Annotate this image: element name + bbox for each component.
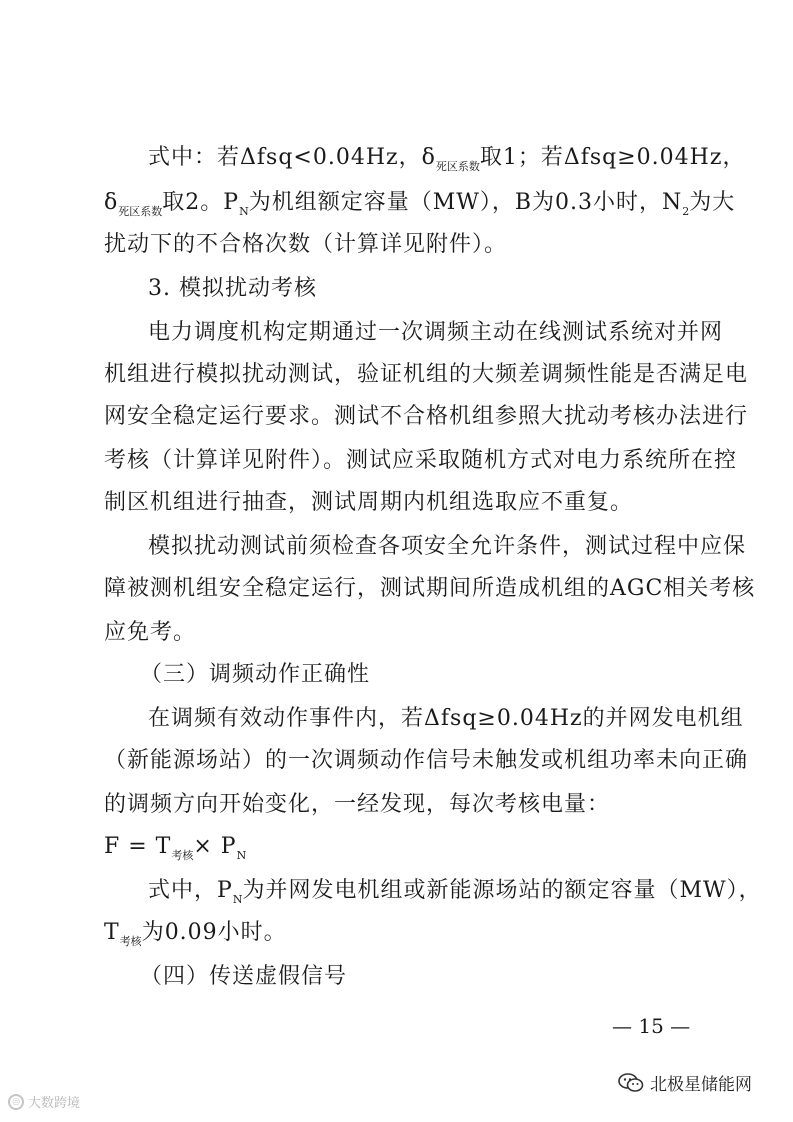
text-run: 为机组额定容量（MW），B为0.3小时，N (248, 190, 683, 215)
subscript: N (239, 205, 249, 218)
text-run: T (104, 920, 120, 945)
text-run: δ (104, 190, 119, 215)
subscript: 死区系数 (435, 160, 480, 173)
wechat-icon (618, 1073, 644, 1093)
text-line: 扰动下的不合格次数（计算详见附件）。 (104, 232, 508, 257)
text-run: 取1；若Δfsq≥0.04Hz， (479, 145, 746, 170)
watermark-text: 北极星储能网 (650, 1075, 752, 1095)
text-line: 模拟扰动测试前须检查各项安全允许条件，测试过程中应保 (148, 534, 747, 559)
text-run: 式中，P (148, 878, 233, 903)
text-line: 电力调度机构定期通过一次调频主动在线测试系统对并网 (148, 320, 724, 345)
text-line: 考核（计算详见附件）。测试应采取随机方式对电力系统所在控 (104, 448, 738, 473)
text-line: 制区机组进行抽查，测试周期内机组选取应不重复。 (104, 490, 634, 515)
page-number: — 15 — (612, 1014, 691, 1038)
text-line: （新能源场站）的一次调频动作信号未触发或机组功率未向正确 (104, 748, 749, 773)
text-run: 为并网发电机组或新能源场站的额定容量（MW）， (242, 878, 762, 903)
text-line: 的调频方向开始变化，一经发现，每次考核电量： (104, 792, 611, 817)
subscript: 2 (682, 205, 690, 218)
text-run: × P (193, 834, 237, 859)
section-heading: （三）调频动作正确性 (140, 662, 371, 687)
text-line (148, 143, 745, 176)
text-run: 为0.09小时。 (141, 920, 287, 945)
text-line: 在调频有效动作事件内，若Δfsq≥0.04Hz的并网发电机组 (148, 706, 744, 731)
watermark-left (8, 1092, 80, 1111)
subscript: 死区系数 (118, 205, 163, 218)
text-run: 式中：若Δfsq<0.04Hz，δ (148, 145, 436, 170)
text-line: 网安全稳定运行要求。测试不合格机组参照大扰动考核办法进行 (104, 404, 749, 429)
section-heading: （四）传送虚假信号 (140, 964, 348, 989)
watermark-right (618, 1070, 752, 1095)
subscript: N (236, 849, 247, 862)
formula (104, 832, 246, 865)
watermark-text: 大数跨境 (28, 1096, 81, 1111)
text-line: 应免考。 (104, 620, 197, 645)
subscript: N (232, 893, 243, 906)
text-line: 机组进行模拟扰动测试，验证机组的大频差调频性能是否满足电 (104, 362, 749, 387)
text-run: 为大 (689, 190, 736, 215)
text-line: 障被测机组安全稳定运行，测试期间所造成机组的AGC相关考核 (104, 576, 756, 601)
subscript: 考核 (119, 935, 142, 948)
section-heading: 3. 模拟扰动考核 (148, 276, 317, 301)
text-run: 取2。P (162, 190, 240, 215)
text-run: F = T (104, 834, 172, 859)
logo-icon: ◎ (8, 1094, 24, 1110)
text-line (104, 918, 287, 951)
text-line (148, 876, 762, 909)
subscript: 考核 (171, 849, 194, 862)
text-line (104, 188, 735, 221)
